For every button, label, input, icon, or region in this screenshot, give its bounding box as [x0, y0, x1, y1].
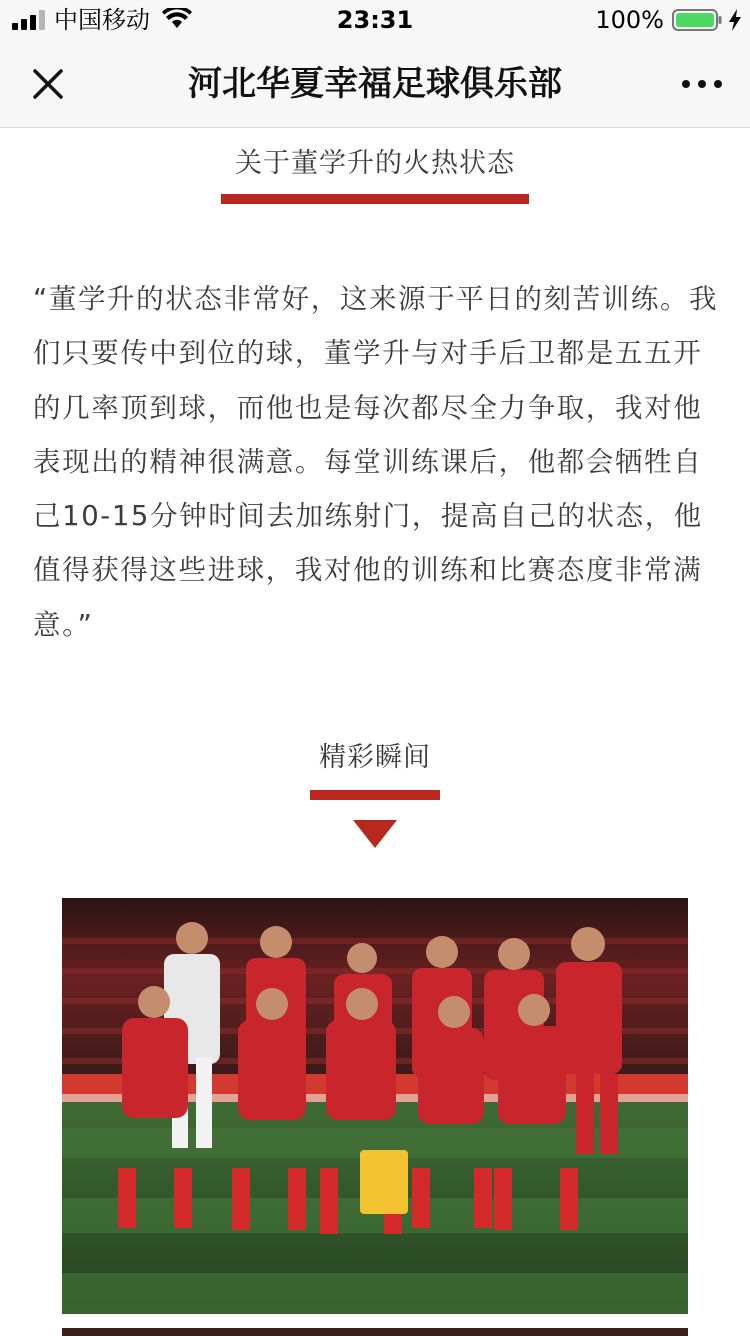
carrier-label: 中国移动	[54, 6, 150, 34]
section-underline	[310, 790, 440, 800]
section-underline	[221, 194, 529, 204]
clock: 23:31	[336, 6, 414, 34]
status-bar	[0, 0, 750, 40]
next-photo-edge	[62, 1328, 688, 1336]
more-icon[interactable]	[676, 62, 728, 106]
nav-bar	[0, 40, 750, 128]
charging-bolt-icon	[728, 9, 742, 31]
quote-paragraph: “董学升的状态非常好，这来源于平日的刻苦训练。我们只要传中到位的球，董学升与对手后卫都是五五开的几率顶到球，而他也是每次都尽全力争取，我对他表现出的精神很满意。每堂训练课后，他都会牺牲自己10-15分钟时间去加练射门，提高自己的状态，他值得获得这些进球，我对他的训练和比赛态度非常满意。”	[33, 283, 719, 641]
triangle-down-icon	[353, 820, 397, 848]
page-title: 河北华夏幸福足球俱乐部	[188, 64, 562, 104]
section-title-highlights: 精彩瞬间	[319, 742, 431, 773]
section-title-status: 关于董学升的火热状态	[235, 148, 515, 179]
battery-percentage: 100%	[595, 6, 664, 34]
battery-icon	[672, 9, 722, 31]
team-photo[interactable]	[62, 898, 688, 1314]
close-icon[interactable]	[22, 58, 74, 110]
